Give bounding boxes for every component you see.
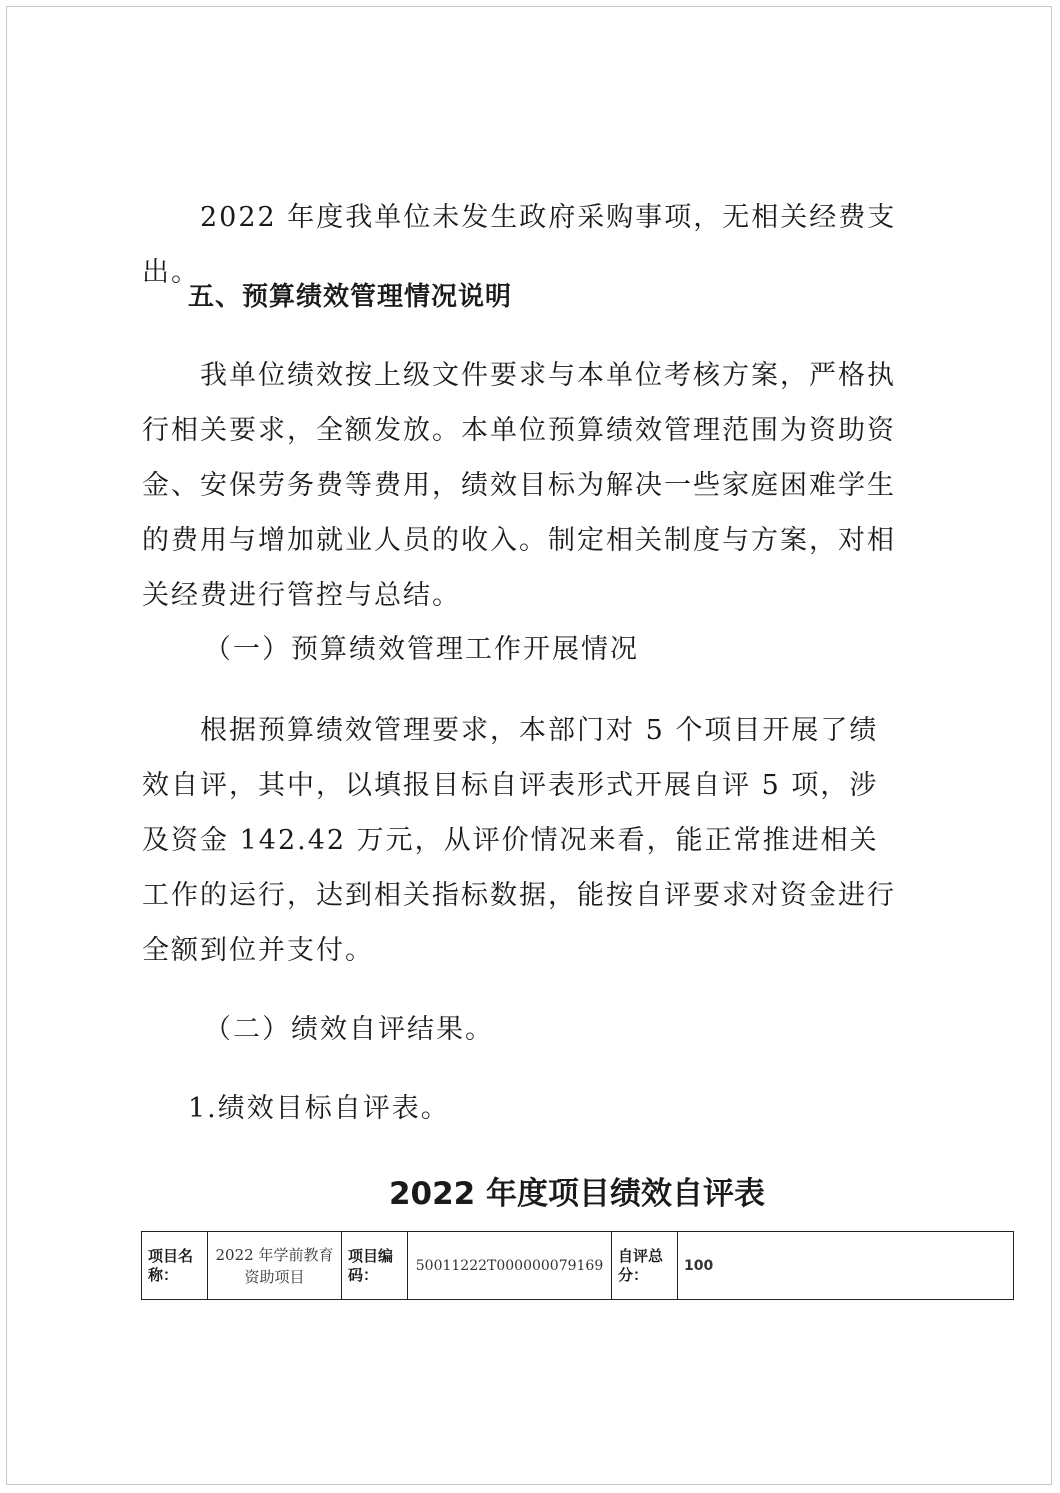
project-code-value: 50011222T000000079169 [408,1232,612,1300]
score-label: 自评总分： [612,1232,678,1300]
project-code-label: 项目编码： [342,1232,408,1300]
list-item-target-table: 1.绩效目标自评表。 [188,1093,450,1124]
subheading-work-progress: （一）预算绩效管理工作开展情况 [204,634,639,665]
paragraph-procurement: 2022 年度我单位未发生政府采购事项，无相关经费支出。 [142,202,897,288]
table-title: 2022 年度项目绩效自评表 [388,1176,766,1212]
score-value: 100 [678,1232,1014,1300]
paragraph-performance-management: 我单位绩效按上级文件要求与本单位考核方案，严格执行相关要求，全额发放。本单位预算绩效管理范围为资助资金、安保劳务费等费用，绩效目标为解决一些家庭困难学生的费用与增加就业人员的收入。制定相关制度与方案，对相关经费进行管控与总结。 [142,360,896,611]
evaluation-table [141,1231,1014,1300]
paragraph-self-evaluation: 根据预算绩效管理要求，本部门对 5 个项目开展了绩效自评，其中，以填报目标自评表形式开展自评 5 项，涉及资金 142.42 万元，从评价情况来看，能正常推进相关工作的运行，达到相关指标数据，能按自评要求对资金进行全额到位并支付。 [142,715,896,966]
subheading-self-evaluation-results: （二）绩效自评结果。 [204,1014,494,1045]
project-name-label: 项目名称： [142,1232,208,1300]
project-name-value: 2022 年学前教育资助项目 [208,1232,342,1300]
section-heading-budget-performance: 五、预算绩效管理情况说明 [188,282,513,312]
table-row [142,1232,1014,1300]
